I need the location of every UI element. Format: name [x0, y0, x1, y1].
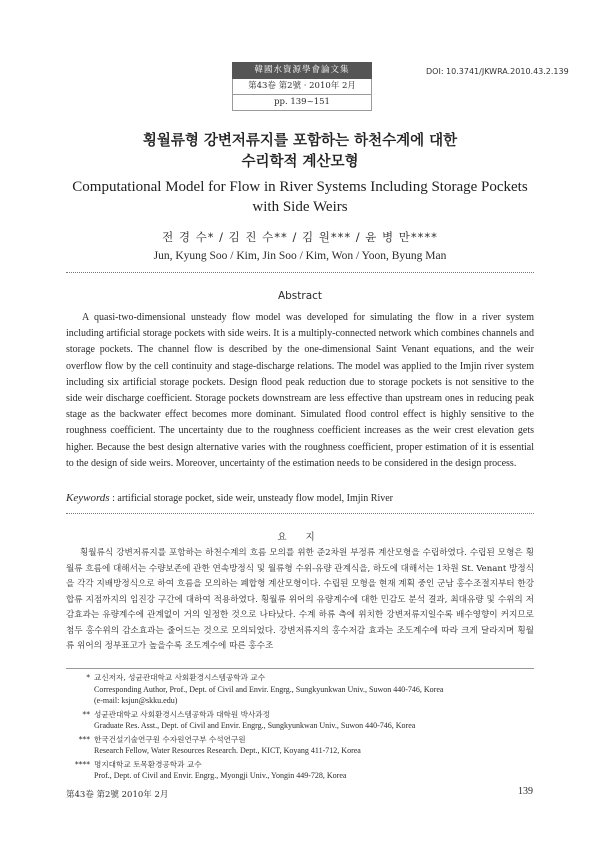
keywords-separator: :: [109, 493, 118, 504]
footnote-mark: **: [82, 709, 90, 719]
keywords-label: Keywords: [66, 492, 110, 504]
authors-korean: 전 경 수* / 김 진 수** / 김 원*** / 윤 병 만****: [162, 230, 438, 244]
footnote-line: Corresponding Author, Prof., Dept. of Civil and Envir. Engrg., Sungkyunkwan Univ., Suwon 440-746, Korea: [94, 684, 444, 694]
footnote-line: Research Fellow, Water Resources Research. Dept., KICT, Koyang 411-712, Korea: [94, 746, 361, 755]
footnote-line: 성균관대학교 사회환경시스템공학과 대학원 박사과정: [94, 709, 270, 719]
footnotes: [66, 672, 534, 784]
title-korean-line-2: 수리학적 계산모형: [241, 154, 359, 170]
footnote-rule: [66, 668, 534, 669]
title-korean-line-1: 횡월류형 강변저류지를 포함하는 하천수계에 대한: [142, 133, 458, 149]
footnote-1: [66, 672, 534, 707]
title-english: Computational Model for Flow in River Systems Including Storage Pockets with Side Weirs: [72, 179, 528, 215]
abstract-text: A quasi-two-dimensional unsteady flow model was developed for simulating the flow in a river system including artificial storage pockets with side weirs. It is a multiply-connected network which combines channels and storage pockets. The channel flow is described by the one-dimensional Saint Venant equations, and the weir overflow flow by the cell continuity and stage-discharge relations. The model was applied to the Imjin river system including six artificial storage pockets. Design flood peak reduction due to storage pockets is not sensitive to the side weir discharge coefficient. Storage pockets downstream are less effective than upstream ones in reducing peak stage as the backwater effect becomes more dominant. Simulated flood control effect is highly sensitive to the roughness coefficient. The uncertainty due to the roughness coefficient increases as the weir crest elevation gets higher. Because the best design alternative varies with the roughness coefficient, proper estimation of it is essential to the design of side weirs. Moreover, uncertainty of the estimation needs to be considered in the design process.: [66, 312, 534, 469]
footnote-3: [66, 734, 534, 757]
separator-line-bottom: [66, 513, 534, 514]
journal-pages: pp. 139~151: [232, 95, 372, 111]
footnote-mark: ***: [78, 734, 90, 744]
journal-info-box: [232, 62, 372, 111]
summary-text: 횡월류식 강변저류지를 포함하는 하천수계의 흐름 모의를 위한 준2차원 부정류 계산모형을 수립하였다. 수립된 모형은 횡월류 흐름에 대해서는 수량보존에 관한 연속방정식 및 월류형 수위-유량 관계식을, 하도에 대해서는 1차원 St. Venant 방정식을 각각 지배방정식으로 하여 흐름을 모의하는 폐합형 계산모형이다. 수립된 모형을 현재 계획 중인 군남 홍수조절지부터 한강 합류 지점까지의 임진강 구간에 대하여 적용하였다. 횡월류 위어의 유량계수에 대한 민감도 분석 결과, 최대유량 및 수위의 저감효과는 유량계수에 관계없이 거의 일정한 것으로 나타났다. 수계 하류 측에 위치한 강변저류지일수록 배수영향이 커지므로 첨두 홍수위의 감소효과는 줄어드는 것으로 모의되었다. 강변저류지의 홍수저감 효과는 조도계수에 따라 크게 달라지며 횡월류 위어의 정부표고가 높을수록 조도계수에 따른 홍수조: [66, 548, 534, 651]
keywords: [66, 492, 534, 504]
footnote-line: 교신저자, 성균관대학교 사회환경시스템공학과 교수: [94, 673, 266, 682]
abstract-heading: Abstract: [277, 290, 323, 302]
footnote-line: Graduate Res. Asst., Dept. of Civil and Envir. Engrg., Sungkyunkwan Univ., Suwon 440-746, Korea: [94, 721, 416, 730]
page-number: 139: [518, 786, 533, 797]
footnote-4: [66, 759, 534, 782]
footer-issue: 第43卷 第2號 2010年 2月: [66, 790, 169, 800]
footnote-2: [66, 709, 534, 732]
footnote-line: Prof., Dept. of Civil and Envir. Engrg., Myongji Univ., Yongin 449-728, Korea: [94, 771, 347, 780]
keywords-text: artificial storage pocket, side weir, unsteady flow model, Imjin River: [117, 493, 394, 504]
footnote-line: 한국건설기술연구원 수자원연구부 수석연구원: [94, 734, 246, 744]
summary-heading: 요 지: [277, 532, 323, 543]
journal-name: 韓國水資源學會論文集: [232, 62, 372, 79]
footnote-mark: ****: [74, 759, 90, 769]
footnote-line: 명지대학교 토목환경공학과 교수: [94, 759, 202, 769]
separator-line-top: [66, 272, 534, 273]
footnote-email: (e-mail: ksjun@skku.edu): [94, 696, 178, 705]
authors-english: Jun, Kyung Soo / Kim, Jin Soo / Kim, Won / Yoon, Byung Man: [153, 250, 447, 262]
footnote-mark: *: [86, 673, 90, 682]
journal-volume-issue: 第43卷 第2號 · 2010年 2月: [232, 79, 372, 95]
doi: DOI: 10.3741/JKWRA.2010.43.2.139: [426, 67, 569, 76]
